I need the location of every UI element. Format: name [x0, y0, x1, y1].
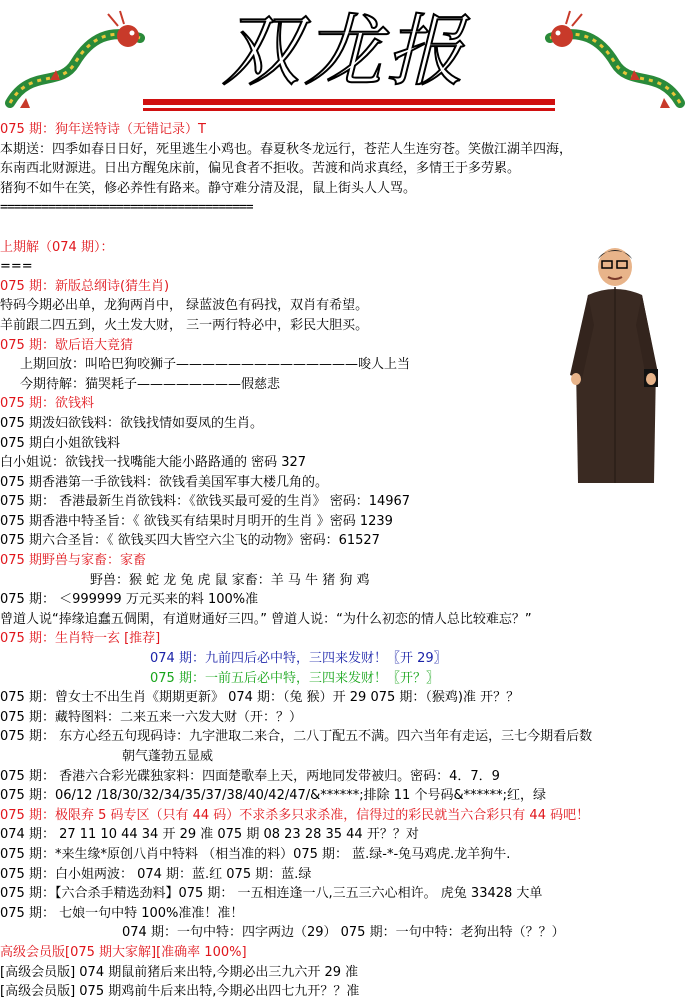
- text-line: 075 期：一前五后必中特，三四来发财！〖开？〗: [150, 670, 439, 686]
- title-underline: [143, 99, 555, 105]
- text-line: 075 期：藏特图料：二来五来一六发大财（开：？）: [0, 709, 302, 725]
- text-line: 075 期： 东方心经五句现码诗：九字泄取二来合，二八丁配五不满。四六当年有走运，三七今期看后数: [0, 729, 593, 745]
- text-line: 075 期：生肖特一玄 [推荐]: [0, 631, 161, 647]
- text-line: 075 期：*来生缘*原创八肖中特料 （相当准的料）075 期： 蓝.绿-*-兔马鸡虎.龙羊狗牛.: [0, 846, 511, 862]
- text-line: 特码今期必出单，龙狗两肖中， 绿蓝波色有码找，双肖有希望。: [0, 298, 369, 314]
- text-line: 猪狗不如牛在笑，修必养性有路来。静守难分清及混，鼠上街头人人骂。: [0, 180, 417, 196]
- text-line: [高级会员版] 074 期鼠前猪后来出特,今期必出三九六开 29 准: [0, 964, 359, 980]
- text-line: 075 期白小姐欲钱料: [0, 435, 120, 451]
- text-line: 本期送：四季如春日日好，死里逃生小鸡也。春夏秋冬龙远行，苍茫人生连穷苍。笑傲江湖羊四海，: [0, 141, 573, 157]
- text-line: 羊前跟二四五到，火土发大财， 三一两行特必中，彩民大胆买。: [0, 317, 369, 333]
- text-line: 075 期：06/12 /18/30/32/34/35/37/38/40/42/47/&******;排除 11 个号码&******;红，绿: [0, 788, 546, 804]
- text-line: 今期待解：猫哭耗子————————假慈悲: [20, 376, 281, 392]
- header-banner: [0, 0, 690, 122]
- page-title: 双龙报: [221, 7, 468, 97]
- text-line: 075 期：曾女士不出生肖《期期更新》 074 期：（兔 猴）开 29 075 期：（猴鸡)准 开？？: [0, 690, 520, 706]
- text-line: 东南西北财源进。日出方醒兔床前，偏见食者不拒收。苦渡和尚求真经，多情王于多劳累。: [0, 161, 521, 177]
- dragon-right-icon: [540, 8, 690, 120]
- text-line: 075 期： 香港六合彩光碟独家料：四面楚歌奉上天，两地同发带被归。密码：4．7．9: [0, 768, 500, 784]
- text-line: 上期回放：叫哈巴狗咬狮子——————————————唆人上当: [20, 357, 411, 373]
- text-line: 朝气蓬勃五显威: [122, 749, 214, 764]
- text-line: 075 期：极限弃 5 码专区（只有 44 码）不求杀多只求杀准，信得过的彩民就当六合彩只有 44 码吧！: [0, 807, 590, 823]
- text-line: 高级会员版[075 期大家解][准确率 100%]: [0, 944, 247, 960]
- text-line: 075 期野兽与家畜：家畜: [0, 553, 146, 569]
- text-line: 075 期： 香港最新生肖欲钱料：《欲钱买最可爱的生肖》 密码：14967: [0, 494, 411, 510]
- dragon-left-icon: [0, 8, 150, 120]
- text-line: 野兽：猴 蛇 龙 兔 虎 鼠 家畜：羊 马 牛 猪 狗 鸡: [90, 572, 370, 588]
- text-line: 075 期： ＜999999 万元买来的料 100%准: [0, 592, 259, 608]
- text-line: 075 期六合圣旨：《 欲钱买四大皆空六尘飞的动物》密码：61527: [0, 533, 380, 549]
- text-line: 075 期：白小姐两波： 074 期：蓝.红 075 期：蓝.绿: [0, 866, 312, 882]
- text-line: [0, 218, 690, 238]
- text-line: 075 期香港中特圣旨：《 欲钱买有结果时月明开的生肖 》密码 1239: [0, 513, 393, 529]
- text-line: 075 期： 七娘一句中特 100%准准！准！: [0, 905, 244, 921]
- title-underline-thin: [143, 108, 555, 111]
- text-line: 075 期：欲钱料: [0, 396, 94, 412]
- man-in-robe-image: [558, 245, 668, 485]
- text-line: [高级会员版] 075 期鸡前牛后来出特,今期必出四七九开？？准: [0, 984, 360, 1000]
- text-line: 075 期：狗年送特诗（无错记录）T: [0, 122, 206, 137]
- text-line: 075 期香港第一手欲钱料：欲钱看美国军事大楼几角的。: [0, 474, 328, 490]
- text-line: ===: [0, 259, 33, 275]
- text-line: 白小姐说：欲钱找一找嘴能大能小路路通的 密码 327: [0, 455, 307, 471]
- text-line: 075 期：【六合杀手精选劲料】075 期： 一五相连逢一八,三五三六心相许。 虎兔 33428 大单: [0, 886, 543, 902]
- text-line: =====================================: [0, 200, 253, 216]
- text-line: 074 期：九前四后必中特，三四来发财！〖开 29〗: [150, 651, 447, 667]
- text-line: 上期解（074 期）：: [0, 239, 114, 255]
- text-line: 074 期：一句中特：四字两边（29） 075 期：一句中特：老狗出特（？？）: [122, 925, 565, 941]
- text-line: 075 期：歇后语大竟猜: [0, 337, 133, 353]
- text-line: 曾道人说“捧缘追蠢五倜閑，有道财通好三四。” 曾道人说：“为什么初恋的情人总比较难忘？”: [0, 611, 532, 627]
- text-line: 075 期泼妇欲钱料：欲钱找情如耍凤的生肖。: [0, 415, 263, 431]
- text-line: 075 期：新版总纲诗(猜生肖): [0, 278, 170, 294]
- text-line: 074 期： 27 11 10 44 34 开 29 准 075 期 08 23 28 35 44 开？？对: [0, 827, 419, 843]
